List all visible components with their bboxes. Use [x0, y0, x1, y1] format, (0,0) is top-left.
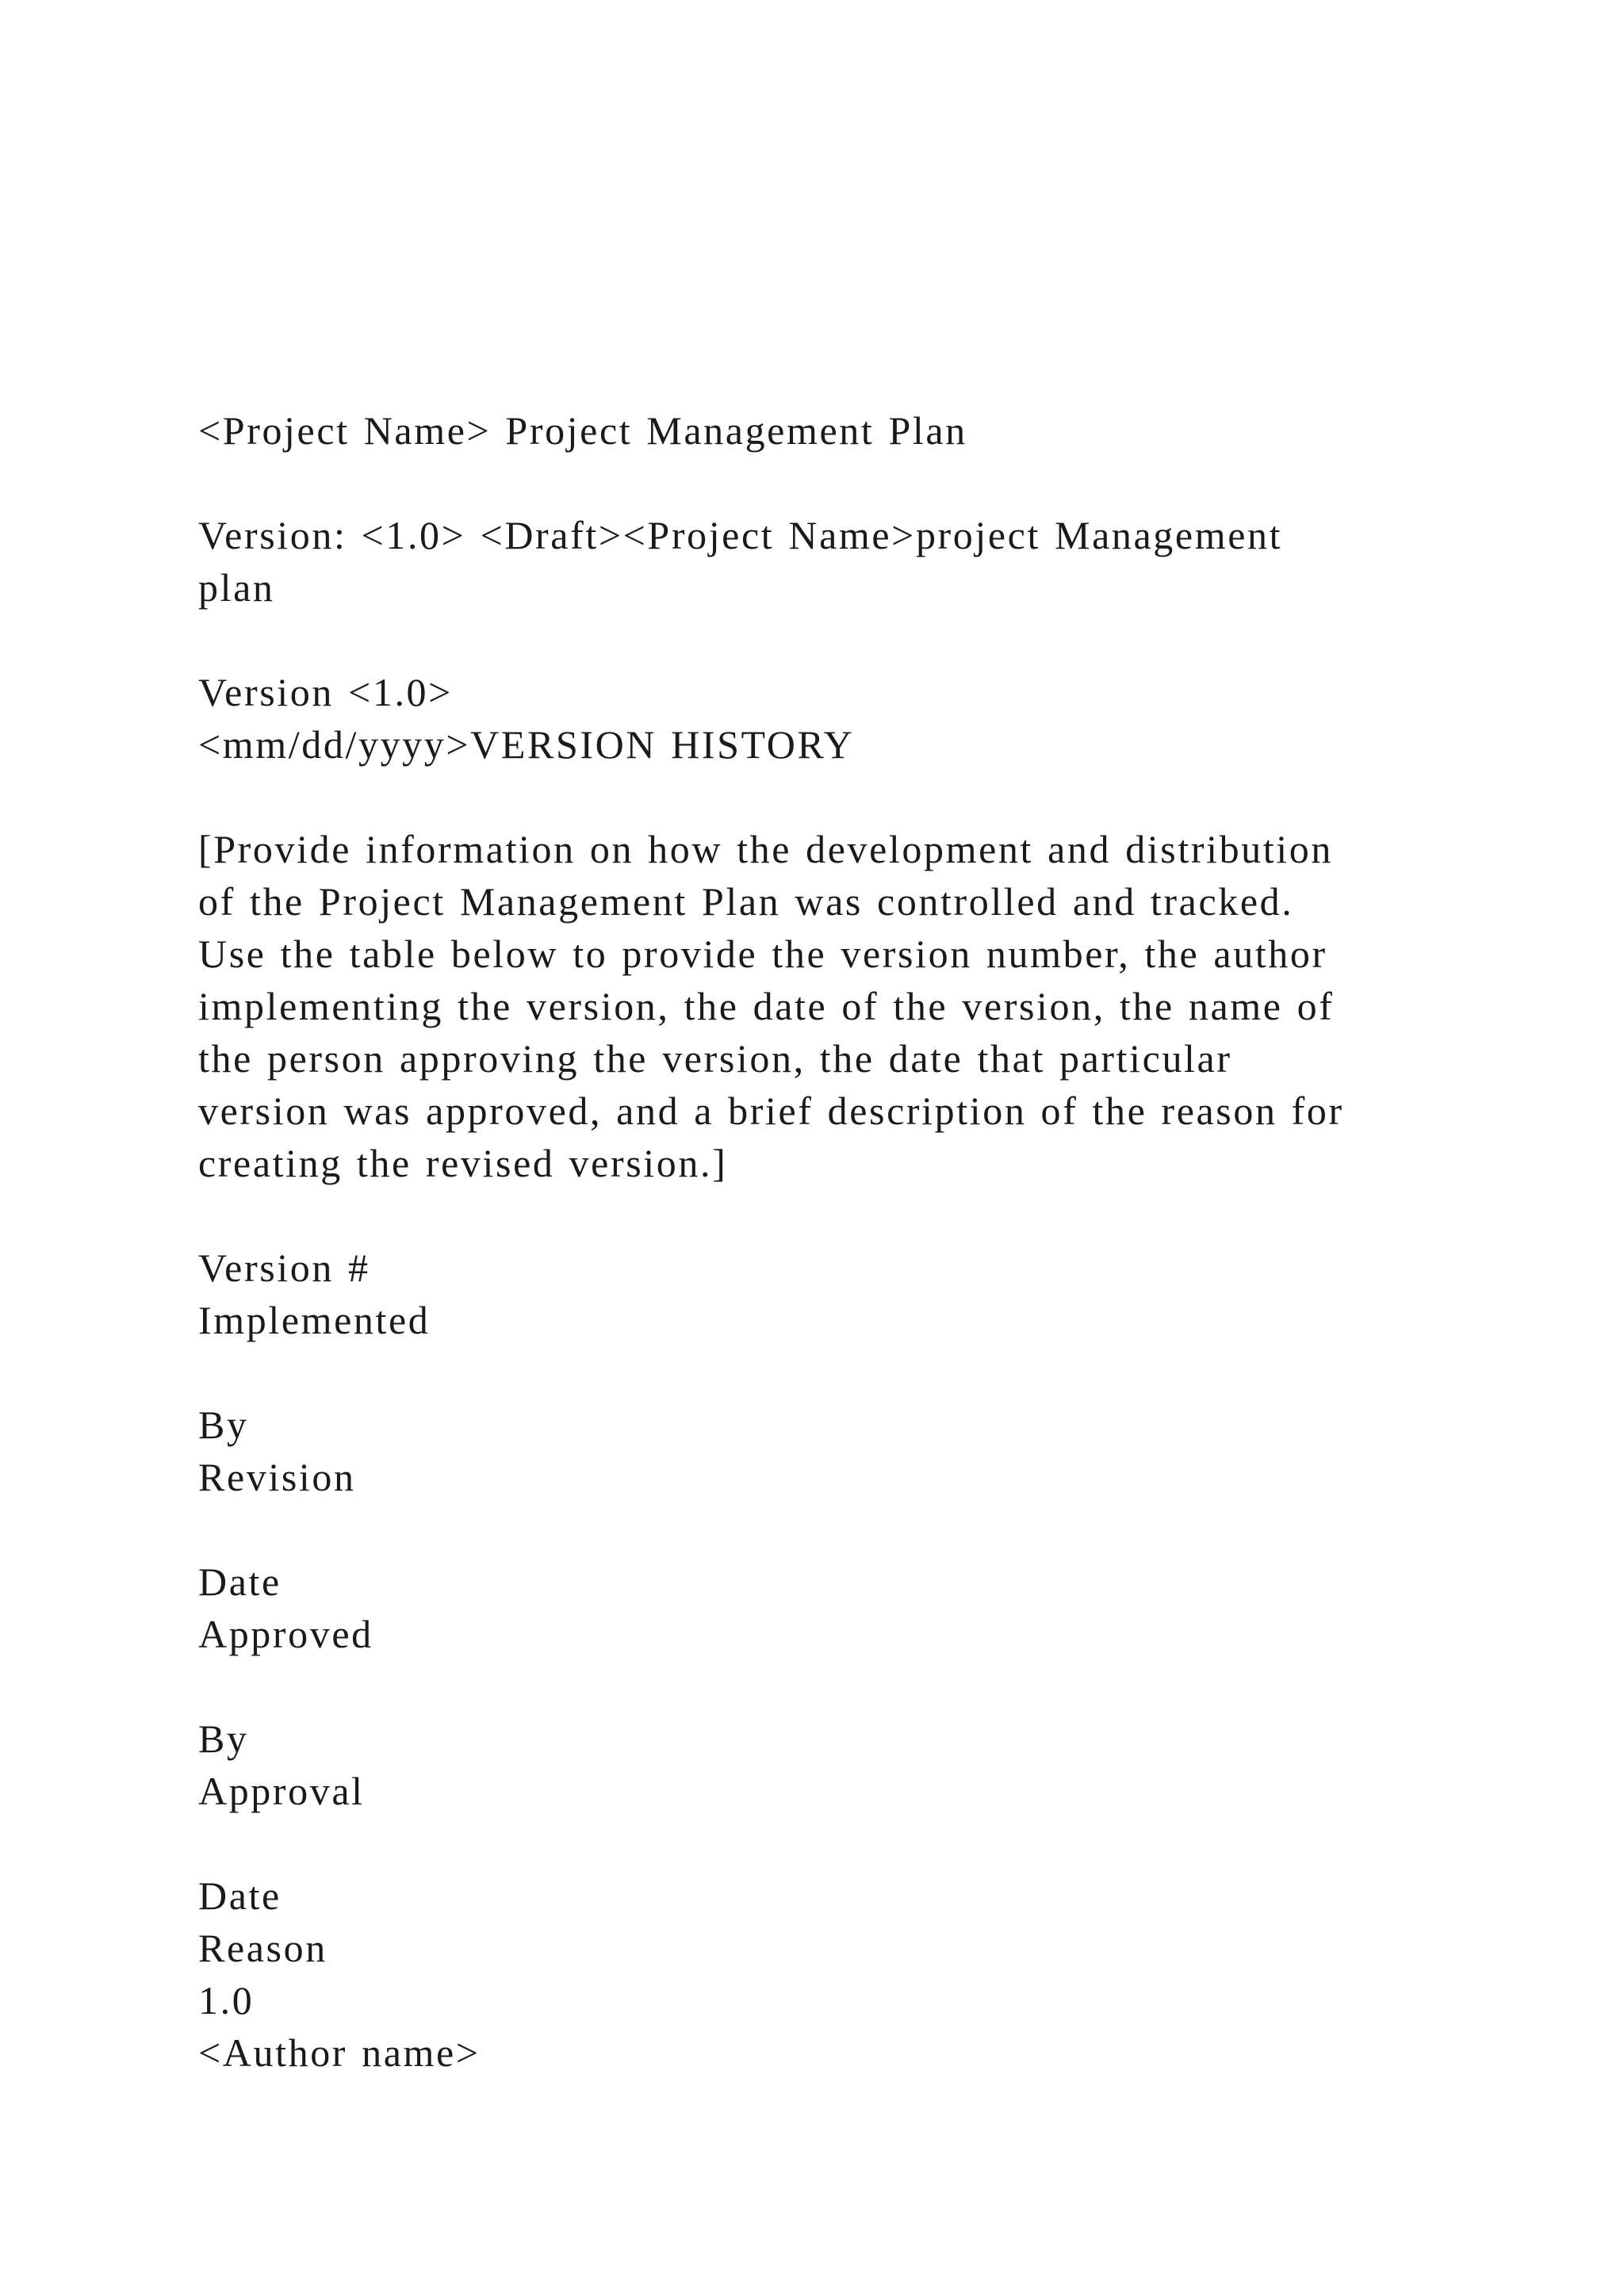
instructions-line: [Provide information on how the development and distribution — [198, 827, 1333, 871]
instructions-line: of the Project Management Plan was controlled and tracked. — [198, 879, 1294, 924]
instructions-line: creating the revised version.] — [198, 1141, 728, 1185]
instructions-line: Use the table below to provide the version number, the author — [198, 932, 1327, 976]
document-title: <Project Name> Project Management Plan — [198, 408, 967, 453]
table-header-by: By — [198, 1402, 249, 1447]
table-header-implemented: Implemented — [198, 1298, 431, 1342]
version-line-continuation: plan — [198, 565, 275, 610]
version-line: Version: <1.0> <Draft><Project Name>project Management — [198, 513, 1283, 557]
table-cell-version: 1.0 — [198, 1978, 255, 2022]
table-header-reason: Reason — [198, 1926, 327, 1970]
table-header-date: Date — [198, 1873, 282, 1918]
table-cell-author: <Author name> — [198, 2030, 481, 2075]
instructions-line: the person approving the version, the date that particular — [198, 1036, 1232, 1081]
instructions-line: version was approved, and a brief description of the reason for — [198, 1089, 1344, 1133]
instructions-line: implementing the version, the date of the version, the name of — [198, 984, 1335, 1028]
table-header-date: Date — [198, 1559, 282, 1604]
table-header-version: Version # — [198, 1246, 370, 1290]
table-header-approval: Approval — [198, 1769, 365, 1813]
table-header-by: By — [198, 1716, 249, 1761]
table-header-revision: Revision — [198, 1455, 356, 1499]
version-history-heading: <mm/dd/yyyy>VERSION HISTORY — [198, 722, 855, 767]
table-header-approved: Approved — [198, 1612, 373, 1656]
version-label: Version <1.0> — [198, 670, 453, 714]
